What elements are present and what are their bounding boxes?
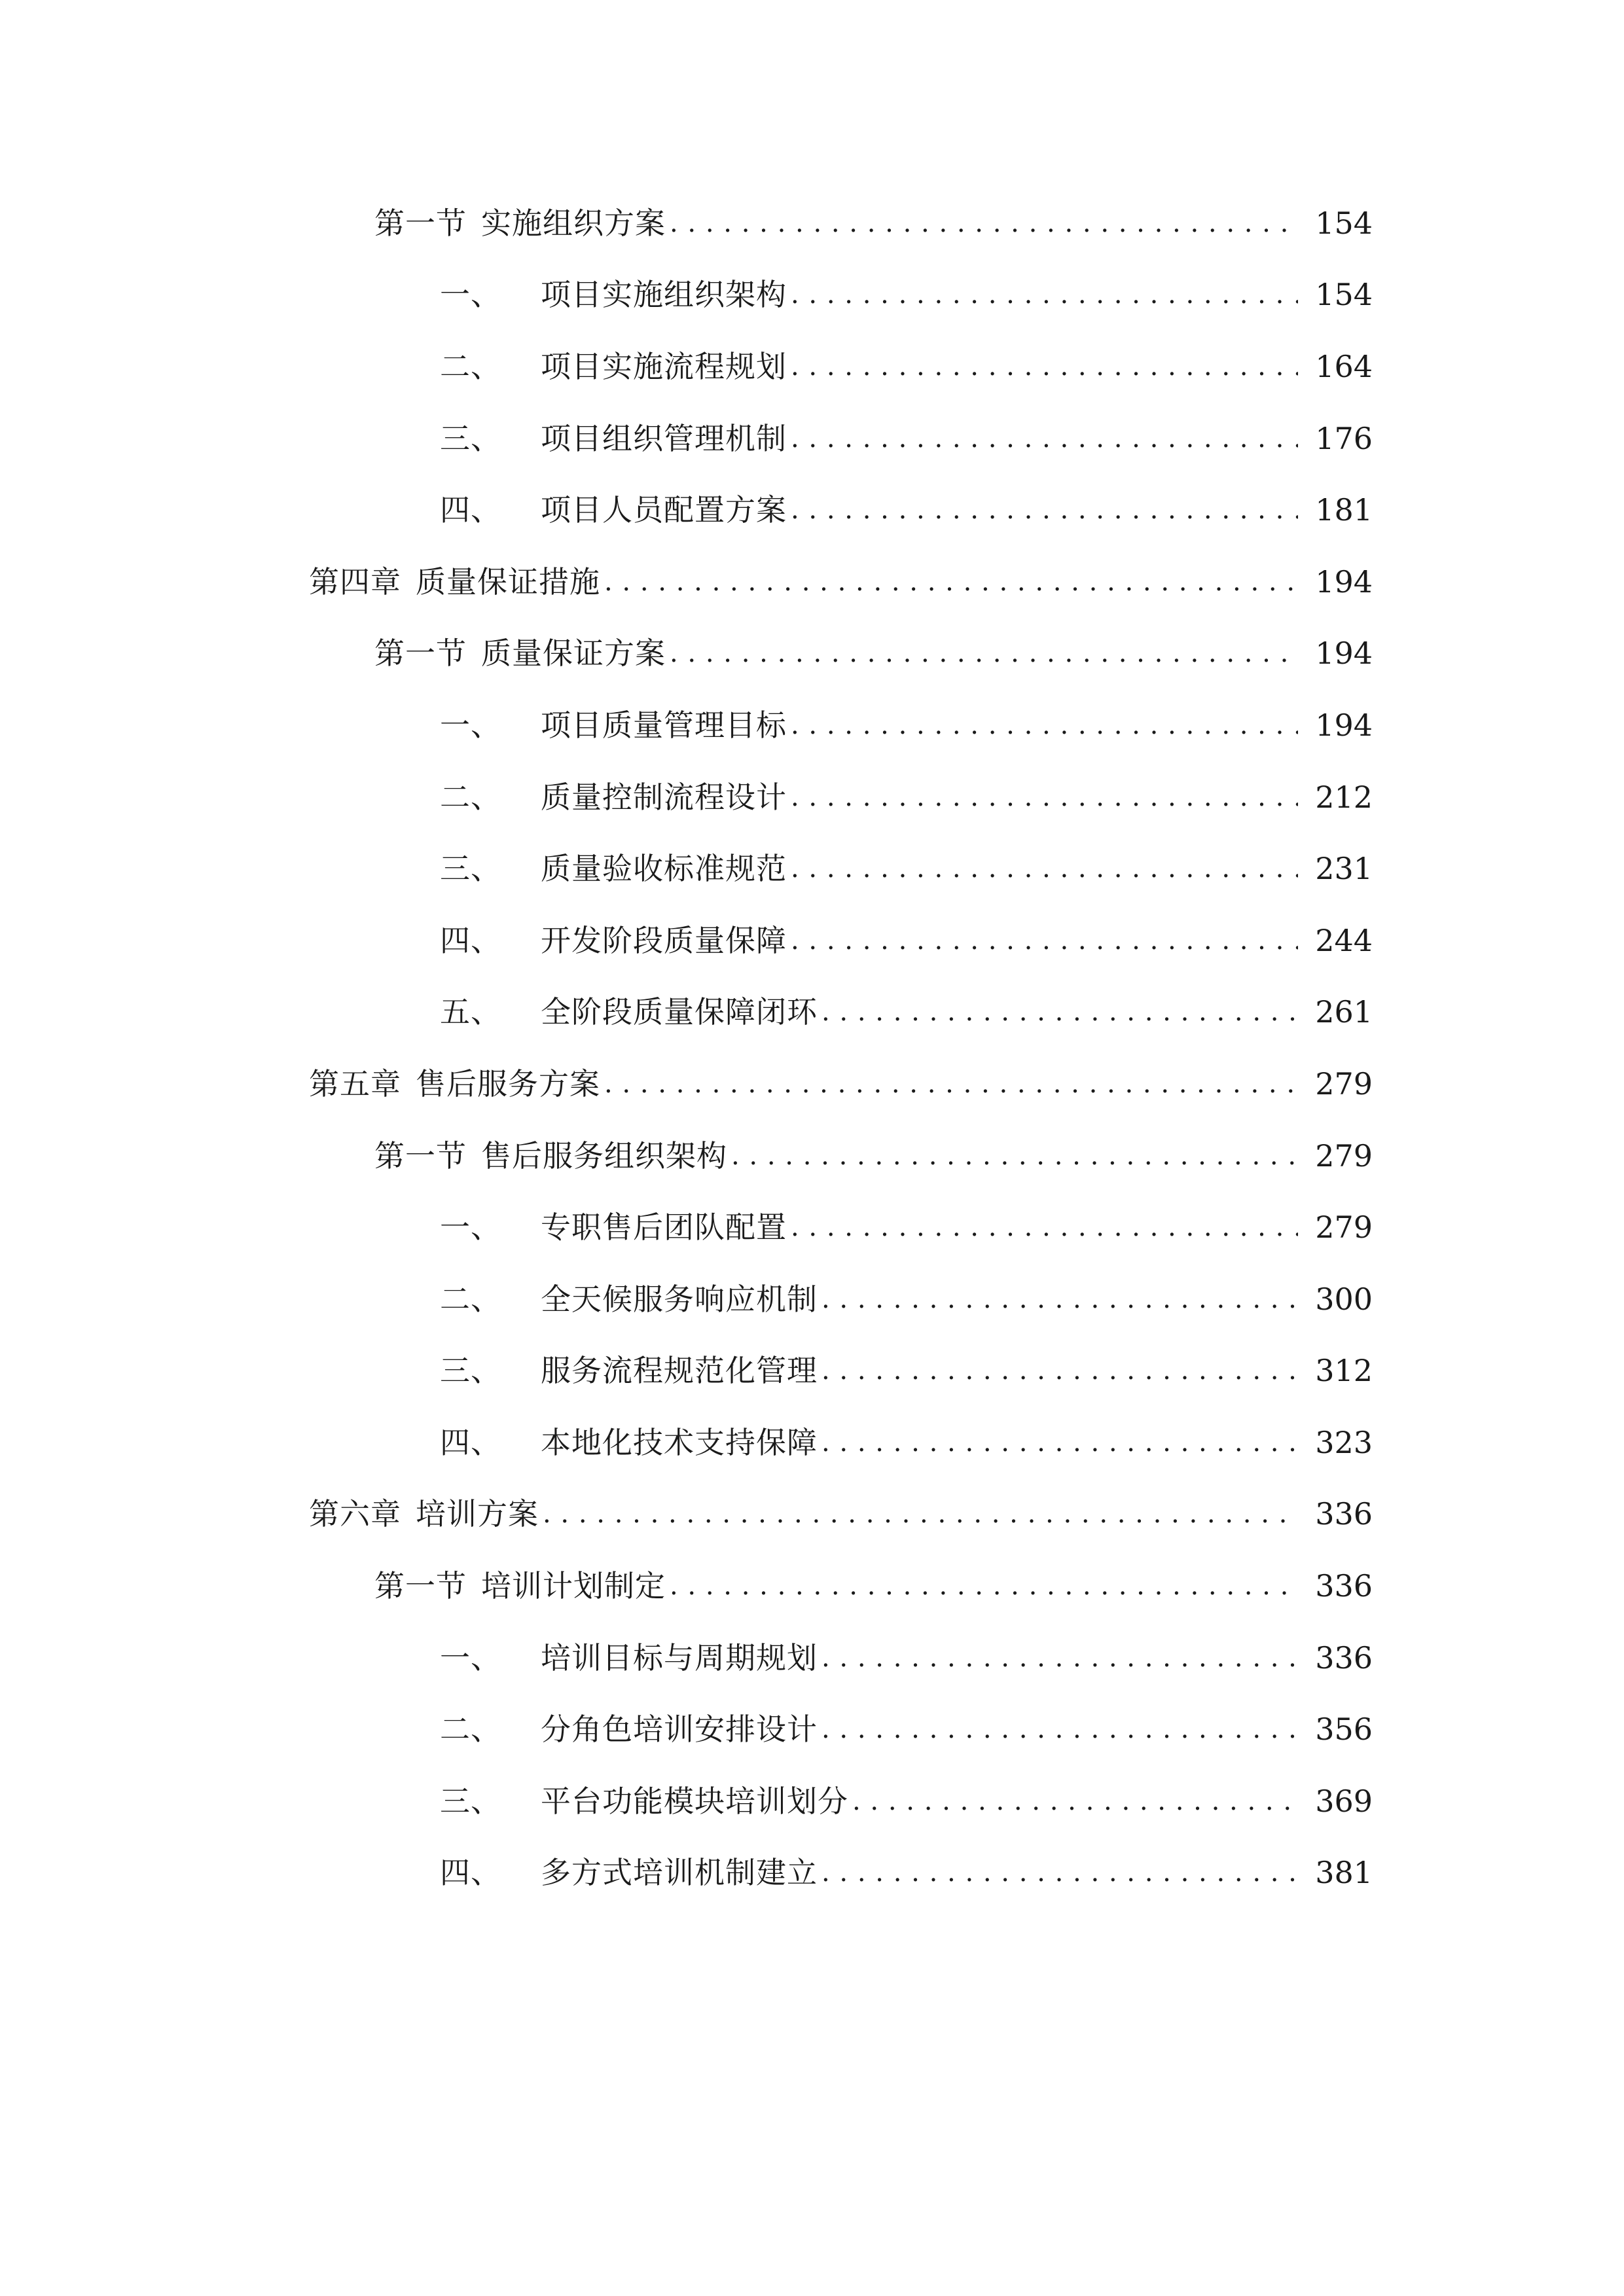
toc-page-number: 181 <box>1315 492 1373 528</box>
toc-entry-section[interactable] <box>0 618 1624 690</box>
toc-entry-subsection[interactable] <box>0 1765 1624 1837</box>
toc-entry-subsection[interactable] <box>0 474 1624 546</box>
toc-entry-title: 三、 项目组织管理机制 <box>440 420 787 456</box>
dot-leader <box>791 1214 1298 1240</box>
dot-leader <box>821 999 1298 1025</box>
toc-entry-subsection[interactable] <box>0 403 1624 475</box>
toc-entry-subsection[interactable] <box>0 1837 1624 1909</box>
toc-page-number: 312 <box>1315 1353 1373 1389</box>
toc-entry-subsection[interactable] <box>0 761 1624 833</box>
dot-leader <box>791 425 1298 452</box>
toc-entry-title: 四、 多方式培训机制建立 <box>440 1855 818 1891</box>
dot-leader <box>852 1788 1298 1814</box>
toc-page-number: 279 <box>1315 1138 1373 1174</box>
toc-entry-title: 四、 本地化技术支持保障 <box>440 1424 818 1460</box>
toc-entry-chapter[interactable] <box>0 546 1624 618</box>
toc-page-number: 194 <box>1315 564 1373 600</box>
toc-entry-title: 一、 培训目标与周期规划 <box>440 1640 818 1676</box>
toc-entry-section[interactable] <box>0 187 1624 259</box>
dot-leader <box>670 210 1298 236</box>
dot-leader <box>821 1286 1298 1312</box>
toc-entry-subsection[interactable] <box>0 833 1624 905</box>
toc-page-number: 176 <box>1315 420 1373 456</box>
dot-leader <box>821 1645 1298 1671</box>
dot-leader <box>821 1859 1298 1886</box>
toc-entry-title: 第一节 实施组织方案 <box>374 205 666 241</box>
dot-leader <box>604 1071 1298 1097</box>
toc-entry-title: 三、 服务流程规范化管理 <box>440 1353 818 1389</box>
toc-page-number: 154 <box>1315 277 1373 313</box>
dot-leader <box>791 927 1298 954</box>
toc-entry-subsection[interactable] <box>0 977 1624 1049</box>
toc-page-number: 194 <box>1315 707 1373 743</box>
toc-entry-subsection[interactable] <box>0 1263 1624 1335</box>
toc-entry-title: 三、 质量验收标准规范 <box>440 851 787 887</box>
toc-entry-title: 二、 分角色培训安排设计 <box>440 1712 818 1748</box>
toc-entry-subsection[interactable] <box>0 1335 1624 1407</box>
toc-entry-subsection[interactable] <box>0 259 1624 331</box>
toc-page-number: 356 <box>1315 1712 1373 1748</box>
toc-page-number: 336 <box>1315 1640 1373 1676</box>
table-of-contents <box>0 187 1624 1909</box>
toc-entry-subsection[interactable] <box>0 1622 1624 1694</box>
toc-entry-title: 五、 全阶段质量保障闭环 <box>440 994 818 1030</box>
toc-entry-title: 第一节 培训计划制定 <box>374 1568 666 1604</box>
dot-leader <box>791 497 1298 523</box>
toc-page-number: 194 <box>1315 636 1373 672</box>
toc-entry-title: 第六章 培训方案 <box>309 1496 539 1532</box>
dot-leader <box>731 1143 1298 1169</box>
toc-page-number: 381 <box>1315 1855 1373 1891</box>
toc-entry-title: 第五章 售后服务方案 <box>309 1066 600 1102</box>
toc-entry-title: 二、 质量控制流程设计 <box>440 779 787 815</box>
dot-leader <box>791 712 1298 738</box>
toc-entry-section[interactable] <box>0 1120 1624 1192</box>
dot-leader <box>670 640 1298 666</box>
dot-leader <box>604 569 1298 595</box>
dot-leader <box>821 1357 1298 1384</box>
toc-entry-title: 四、 项目人员配置方案 <box>440 492 787 528</box>
toc-page-number: 212 <box>1315 779 1373 815</box>
toc-page-number: 336 <box>1315 1496 1373 1532</box>
dot-leader <box>670 1573 1298 1599</box>
toc-entry-subsection[interactable] <box>0 1407 1624 1479</box>
toc-page-number: 244 <box>1315 922 1373 958</box>
toc-page-number: 369 <box>1315 1783 1373 1819</box>
toc-entry-section[interactable] <box>0 1550 1624 1622</box>
toc-page-number: 300 <box>1315 1281 1373 1317</box>
dot-leader <box>791 855 1298 882</box>
toc-page-number: 323 <box>1315 1424 1373 1460</box>
toc-entry-chapter[interactable] <box>0 1479 1624 1551</box>
toc-entry-title: 一、 项目实施组织架构 <box>440 277 787 313</box>
toc-entry-title: 第四章 质量保证措施 <box>309 564 600 600</box>
toc-page-number: 231 <box>1315 851 1373 887</box>
toc-page-number: 154 <box>1315 205 1373 241</box>
toc-entry-subsection[interactable] <box>0 905 1624 977</box>
toc-entry-title: 第一节 售后服务组织架构 <box>374 1138 727 1174</box>
dot-leader <box>821 1429 1298 1456</box>
toc-entry-title: 一、 项目质量管理目标 <box>440 707 787 743</box>
toc-entry-title: 四、 开发阶段质量保障 <box>440 922 787 958</box>
toc-entry-title: 三、 平台功能模块培训划分 <box>440 1783 848 1819</box>
toc-entry-subsection[interactable] <box>0 1693 1624 1765</box>
toc-entry-title: 一、 专职售后团队配置 <box>440 1210 787 1246</box>
dot-leader <box>791 353 1298 380</box>
toc-entry-subsection[interactable] <box>0 331 1624 403</box>
toc-page-number: 261 <box>1315 994 1373 1030</box>
toc-entry-title: 二、 全天候服务响应机制 <box>440 1281 818 1317</box>
toc-page-number: 336 <box>1315 1568 1373 1604</box>
toc-entry-title: 第一节 质量保证方案 <box>374 636 666 672</box>
toc-entry-title: 二、 项目实施流程规划 <box>440 348 787 384</box>
toc-entry-subsection[interactable] <box>0 1191 1624 1263</box>
dot-leader <box>791 784 1298 810</box>
toc-page-number: 164 <box>1315 348 1373 384</box>
dot-leader <box>543 1501 1298 1527</box>
toc-page-number: 279 <box>1315 1210 1373 1246</box>
dot-leader <box>791 281 1298 308</box>
toc-entry-subsection[interactable] <box>0 689 1624 761</box>
toc-entry-chapter[interactable] <box>0 1048 1624 1120</box>
dot-leader <box>821 1716 1298 1742</box>
toc-page-number: 279 <box>1315 1066 1373 1102</box>
